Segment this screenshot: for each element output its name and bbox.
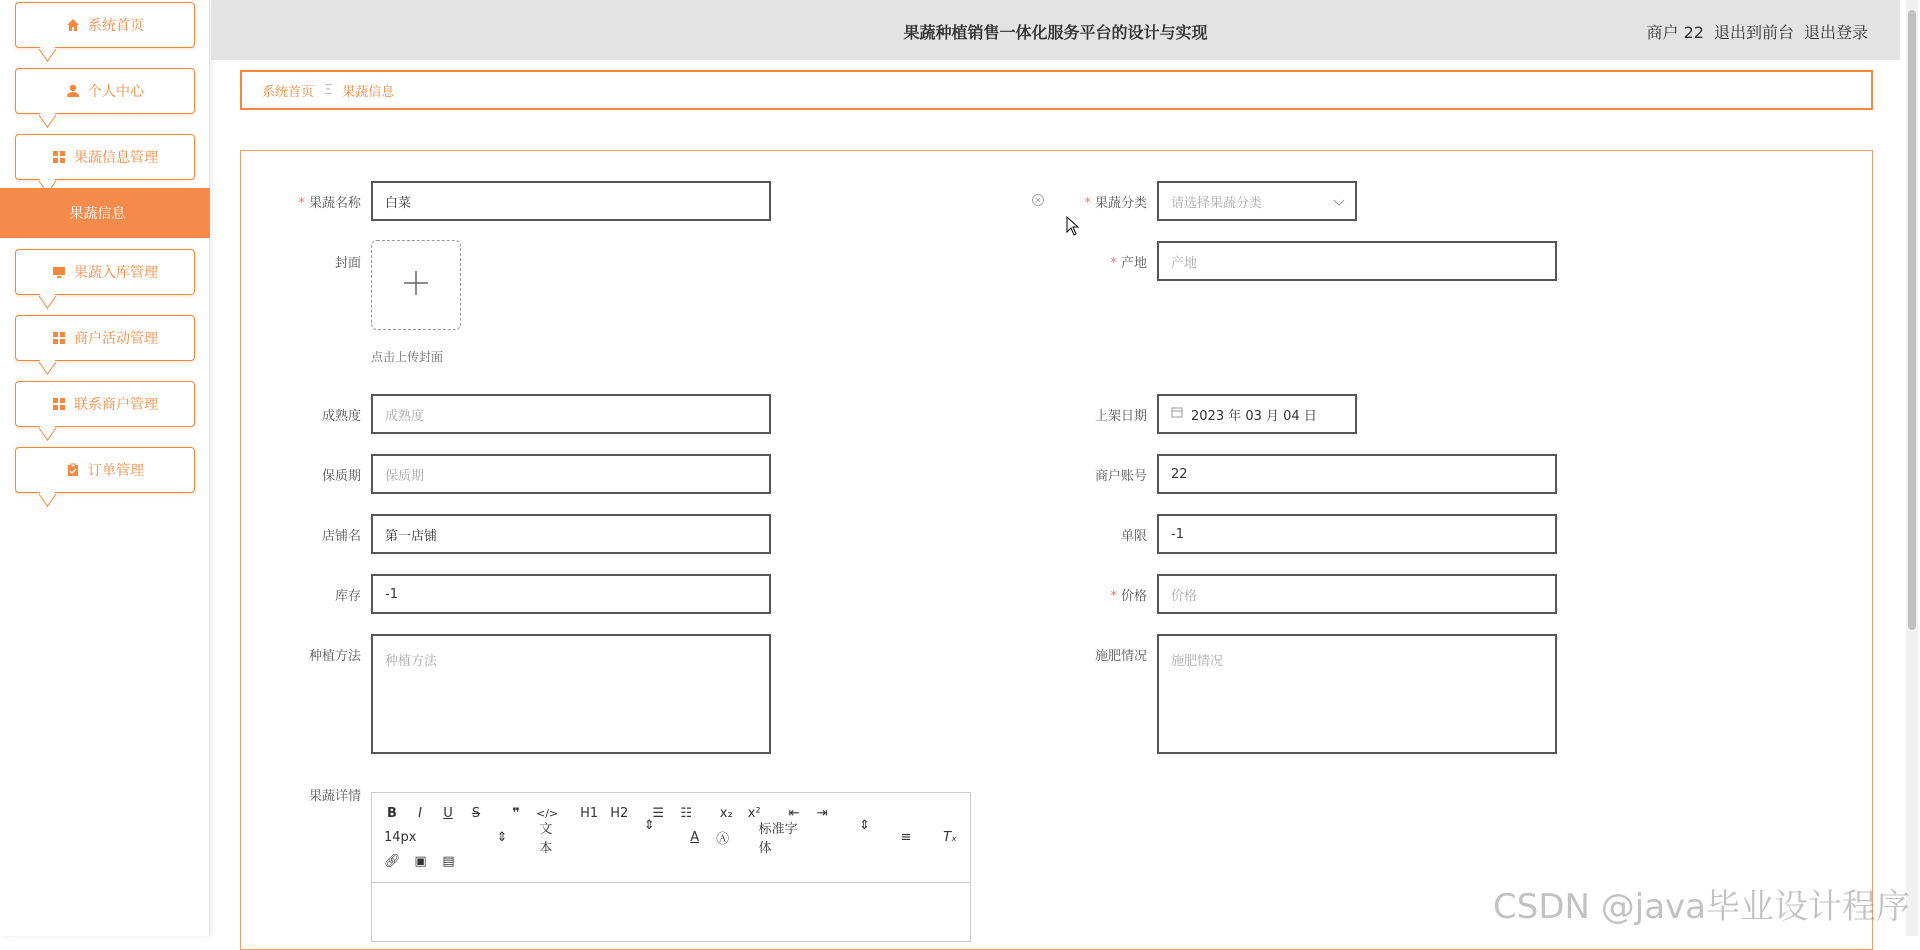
method-label: 种植方法 xyxy=(261,645,361,664)
link-icon[interactable]: 🔗︎ xyxy=(384,854,401,869)
bold-icon[interactable]: B xyxy=(384,806,400,821)
category-placeholder: 请选择果蔬分类 xyxy=(1171,192,1262,211)
font-family-select[interactable]: 标准字体 ⇕ xyxy=(759,818,870,856)
breadcrumb xyxy=(240,70,1873,110)
calendar-icon xyxy=(1171,406,1183,422)
mouse-cursor-icon xyxy=(1066,216,1080,240)
monitor-icon xyxy=(52,265,66,279)
cover-upload[interactable] xyxy=(371,240,461,330)
h1-icon[interactable]: H1 xyxy=(580,806,598,821)
scrollbar-thumb[interactable] xyxy=(1908,10,1916,630)
page-scrollbar[interactable] xyxy=(1906,0,1918,936)
stock-input[interactable]: -1 xyxy=(371,574,771,614)
stock-label: 库存 xyxy=(261,585,361,604)
sidebar-item-label: 果蔬信息管理 xyxy=(74,147,158,167)
clear-icon[interactable] xyxy=(1031,192,1045,211)
price-input[interactable]: 价格 xyxy=(1157,574,1557,614)
ordered-list-icon[interactable]: ☰ xyxy=(650,806,666,821)
sidebar-item-activity[interactable] xyxy=(15,315,195,361)
clear-format-icon[interactable]: Tₓ xyxy=(942,830,958,845)
origin-label: * 产地 xyxy=(1047,252,1147,271)
breadcrumb-current: 果蔬信息 xyxy=(342,81,394,100)
maturity-label: 成熟度 xyxy=(261,405,361,424)
category-label: * 果蔬分类 xyxy=(1047,192,1147,211)
fertilize-textarea[interactable]: 施肥情况 xyxy=(1157,634,1557,754)
chevron-down-icon xyxy=(1333,196,1345,211)
strike-icon[interactable]: S xyxy=(468,806,484,821)
merchant-input[interactable]: 22 xyxy=(1157,454,1557,494)
clipboard-icon xyxy=(66,463,80,477)
sidebar-item-home[interactable] xyxy=(15,2,195,48)
merchant-label: 商户账号 xyxy=(1047,465,1147,484)
underline-icon[interactable]: U xyxy=(440,806,456,821)
indent-icon[interactable]: ⇥ xyxy=(814,806,830,821)
date-value: 2023 年 03 月 04 日 xyxy=(1191,405,1317,424)
quote-icon[interactable]: ❞ xyxy=(508,806,524,821)
breadcrumb-separator: Ξ xyxy=(324,83,332,98)
subscript-icon[interactable]: x₂ xyxy=(718,806,734,821)
shelf-life-input[interactable]: 保质期 xyxy=(371,454,771,494)
home-icon xyxy=(66,18,80,32)
sidebar xyxy=(0,0,210,936)
shop-input[interactable]: 第一店铺 xyxy=(371,514,771,554)
top-bar xyxy=(211,0,1900,60)
sidebar-item-label: 系统首页 xyxy=(88,15,144,35)
date-input[interactable] xyxy=(1157,394,1357,434)
method-textarea[interactable]: 种植方法 xyxy=(371,634,771,754)
video-icon[interactable]: ▤ xyxy=(441,854,457,869)
watermark: CSDN @java毕业设计程序 xyxy=(1493,879,1910,928)
font-size-select[interactable]: 14px ⇕ xyxy=(384,830,507,845)
outdent-icon[interactable]: ⇤ xyxy=(786,806,802,821)
detail-label: 果蔬详情 xyxy=(261,785,361,804)
breadcrumb-home[interactable]: 系统首页 xyxy=(262,81,314,100)
sidebar-item-produce-manage[interactable] xyxy=(15,134,195,180)
origin-input[interactable]: 产地 xyxy=(1157,241,1557,281)
text-type-select[interactable]: 文本 ⇕ xyxy=(539,818,654,856)
logout-link[interactable]: 退出登录 xyxy=(1804,20,1868,43)
sidebar-item-stock-in[interactable] xyxy=(15,249,195,295)
rich-text-editor[interactable] xyxy=(371,792,971,942)
fertilize-label: 施肥情况 xyxy=(1047,645,1147,664)
cover-label: 封面 xyxy=(261,252,361,271)
to-front-link[interactable]: 退出到前台 xyxy=(1714,20,1794,43)
sidebar-item-profile[interactable] xyxy=(15,68,195,114)
image-icon[interactable]: ▣ xyxy=(413,854,429,869)
background-color-icon[interactable]: Ⓐ xyxy=(715,828,731,847)
sidebar-item-contact[interactable] xyxy=(15,381,195,427)
maturity-input[interactable]: 成熟度 xyxy=(371,394,771,434)
code-icon[interactable]: </> xyxy=(536,807,558,820)
sidebar-item-label: 订单管理 xyxy=(88,460,144,480)
editor-toolbar xyxy=(372,793,970,883)
align-icon[interactable]: ≡ xyxy=(898,830,914,845)
font-color-icon[interactable]: A xyxy=(687,830,703,845)
grid-icon xyxy=(52,331,66,345)
h2-icon[interactable]: H2 xyxy=(610,806,628,821)
date-label: 上架日期 xyxy=(1047,405,1147,424)
sidebar-item-label: 商户活动管理 xyxy=(74,328,158,348)
current-user: 商户 22 xyxy=(1647,20,1704,43)
category-select[interactable] xyxy=(1157,181,1357,221)
italic-icon[interactable]: I xyxy=(412,806,428,821)
shelf-life-label: 保质期 xyxy=(261,465,361,484)
header-actions xyxy=(1647,20,1868,43)
sidebar-subitem-produce-info[interactable]: 果蔬信息 xyxy=(0,188,210,238)
limit-input[interactable]: -1 xyxy=(1157,514,1557,554)
sidebar-item-label: 果蔬入库管理 xyxy=(74,262,158,282)
shop-label: 店铺名 xyxy=(261,525,361,544)
sidebar-item-orders[interactable] xyxy=(15,447,195,493)
name-label: * 果蔬名称 xyxy=(261,192,361,211)
sidebar-item-label: 联系商户管理 xyxy=(74,394,158,414)
price-label: * 价格 xyxy=(1047,585,1147,604)
sidebar-item-label: 个人中心 xyxy=(88,81,144,101)
grid-icon xyxy=(52,397,66,411)
bullet-list-icon[interactable]: ☷ xyxy=(678,806,694,821)
plus-icon xyxy=(402,269,430,301)
app-title: 果蔬种植销售一体化服务平台的设计与实现 xyxy=(211,20,1900,43)
user-icon xyxy=(66,84,80,98)
grid-icon xyxy=(52,150,66,164)
superscript-icon[interactable]: x² xyxy=(746,806,762,821)
limit-label: 单限 xyxy=(1047,525,1147,544)
cover-upload-tip: 点击上传封面 xyxy=(371,348,443,365)
name-input[interactable]: 白菜 xyxy=(371,181,771,221)
